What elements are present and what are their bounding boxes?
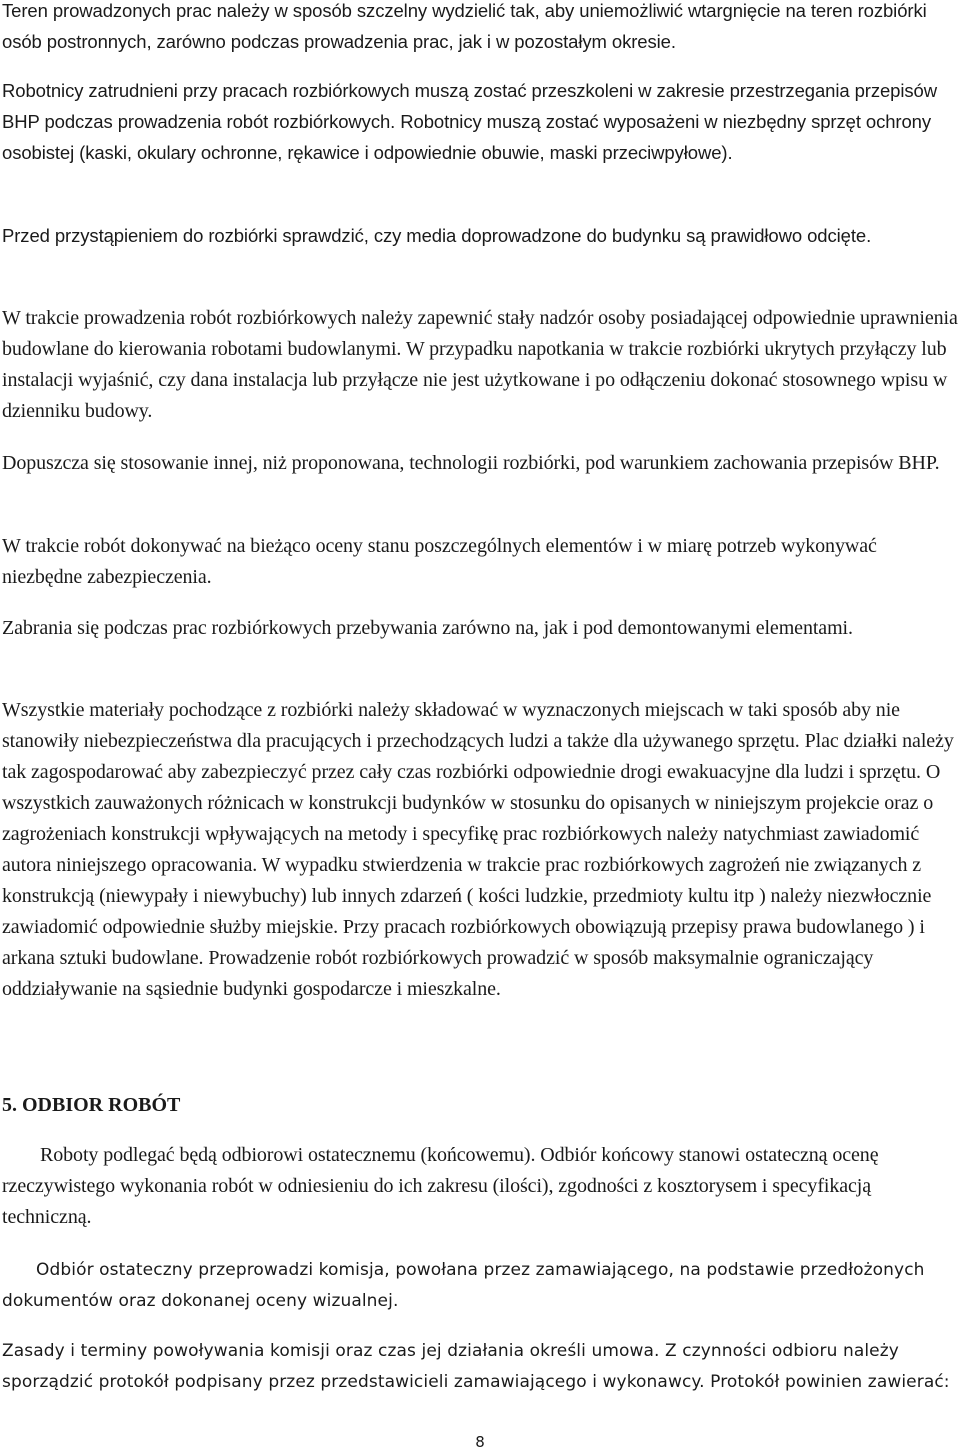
paragraph-commission: Odbiór ostateczny przeprowadzi komisja, powołana przez zamawiającego, na podstawie przedłożonych dokumentów oraz dokonanej oceny wizualnej.	[2, 1260, 925, 1311]
paragraph-materials-storage: Wszystkie materiały pochodzące z rozbiórki należy składować w wyznaczonych miejscach w taki sposób aby nie stanowiły niebezpieczeństwa dla pracujących i przechodzących ludzi a także dla używanego sprzętu. Plac działki należy tak zagospodarować aby zabezpieczyć przez cały czas rozbiórki odpowiednie drogi ewakuacyjne dla ludzi i sprzętu. O wszystkich zauważonych różnicach w konstrukcji budynków w stosunku do opisanych w niniejszym projekcie oraz o zagrożeniach konstrukcji wpływających na metody i specyfikę prac rozbiórkowych należy natychmiast zawiadomić autora niniejszego opracowania. W wypadku stwierdzenia w trakcie prac rozbiórkowych zagrożeń nie związanych z konstrukcją (niewypały i niewybuchy) lub innych zdarzeń ( kości ludzkie, przedmioty kultu itp ) należy niezwłocznie zawiadomić odpowiednie służby miejskie. Przy pracach rozbiórkowych obowiązują przepisy prawa budowlanego ) i arkana sztuki budowlane. Prowadzenie robót rozbiórkowych prowadzić w sposób maksymalnie ograniczający oddziaływanie na sąsiednie budynki gospodarcze i mieszkalne.	[2, 699, 954, 1000]
paragraph-protocol: Zasady i terminy powoływania komisji oraz czas jej działania określi umowa. Z czynności odbioru należy sporządzić protokół podpisany przez przedstawicieli zamawiającego i wykonawcy. Protokół powinien zawierać:	[2, 1341, 950, 1392]
section-heading: 5. ODBIOR ROBÓT	[2, 1094, 181, 1116]
paragraph-utilities-check: Przed przystąpieniem do rozbiórki sprawdzić, czy media doprowadzone do budynku są prawidłowo odcięte.	[2, 225, 872, 246]
paragraph-final-acceptance: Roboty podlegać będą odbiorowi ostatecznemu (końcowemu). Odbiór końcowy stanowi ostateczną ocenę rzeczywistego wykonania robót w odniesieniu do ich zakresu (ilości), zgodności z kosztorysem i specyfikacją techniczną.	[2, 1144, 879, 1228]
paragraph-supervision: W trakcie prowadzenia robót rozbiórkowych należy zapewnić stały nadzór osoby posiadającej odpowiednie uprawnienia budowlane do kierowania robotami budowlanymi. W przypadku napotkania w trakcie rozbiórki ukrytych przyłączy lub instalacji wyjaśnić, czy dana instalacja lub przyłącze nie jest użytkowane i po odłączeniu dokonać stosownego wpisu w dzienniku budowy.	[2, 307, 958, 422]
paragraph-alternative-technology: Dopuszcza się stosowanie innej, niż proponowana, technologii rozbiórki, pod warunkiem zachowania przepisów BHP.	[2, 452, 940, 474]
paragraph-site-fencing: Teren prowadzonych prac należy w sposób szczelny wydzielić tak, aby uniemożliwić wtargnięcie na teren rozbiórki osób postronnych, zarówno podczas prowadzenia prac, jak i w pozostałym okresie.	[2, 0, 927, 52]
paragraph-worker-training: Robotnicy zatrudnieni przy pracach rozbiórkowych muszą zostać przeszkoleni w zakresie przestrzegania przepisów BHP podczas prowadzenia robót rozbiórkowych. Robotnicy muszą zostać wyposażeni w niezbędny sprzęt ochrony osobistej (kaski, okulary ochronne, rękawice i odpowiednie obuwie, maski przeciwpyłowe).	[2, 80, 937, 163]
paragraph-prohibition: Zabrania się podczas prac rozbiórkowych przebywania zarówno na, jak i pod demontowanymi elementami.	[2, 617, 853, 639]
page-number: 8	[475, 1433, 485, 1451]
paragraph-ongoing-assessment: W trakcie robót dokonywać na bieżąco oceny stanu poszczególnych elementów i w miarę potrzeb wykonywać niezbędne zabezpieczenia.	[2, 535, 877, 588]
